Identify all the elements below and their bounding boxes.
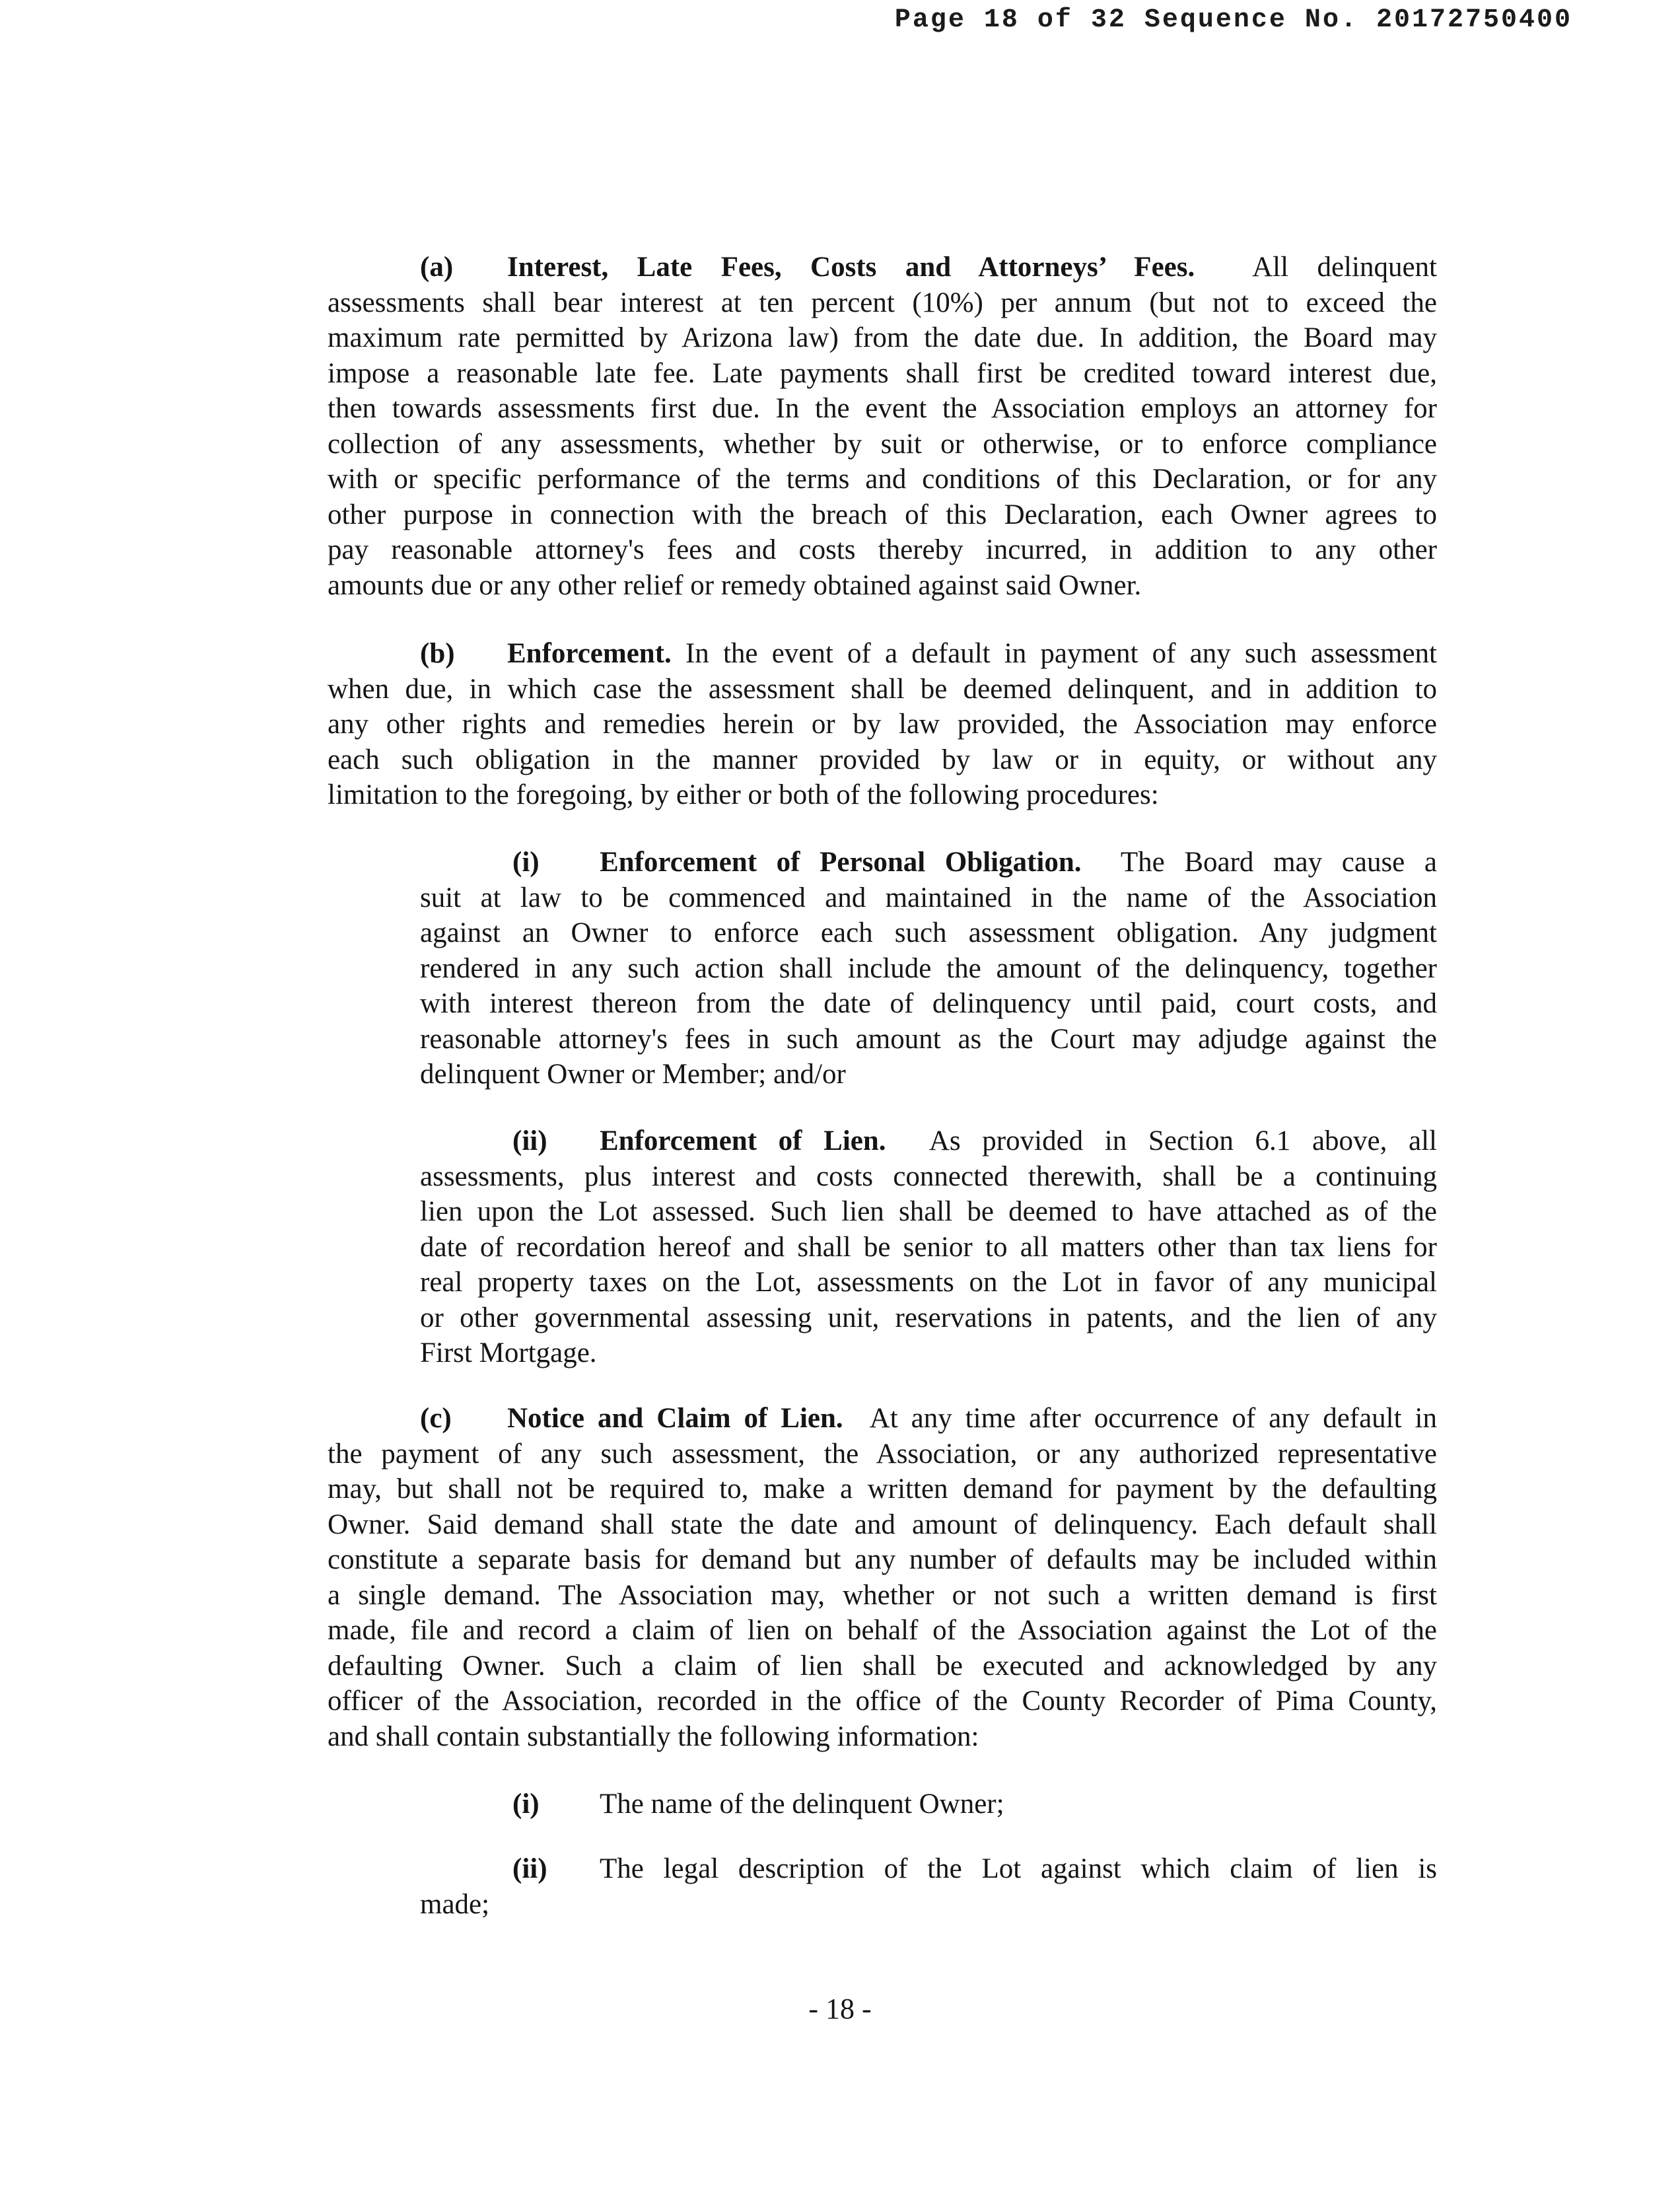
- section-c-ii: [420, 1851, 1437, 1922]
- section-c-line: officer of the Association, recorded in the office of the County Recorder of Pima County,: [328, 1685, 1437, 1717]
- section-c-i-first-line: [512, 1787, 1437, 1822]
- section-a-line: then towards assessments first due. In the event the Association employs an attorney for: [328, 393, 1437, 424]
- section-b-line: each such obligation in the manner provided by law or in equity, or without any: [328, 744, 1437, 775]
- section-b-line: In the event of a default in payment of any such assessment: [685, 638, 1437, 669]
- section-c-title: Notice and Claim of Lien.: [507, 1403, 843, 1434]
- section-b-i-line: rendered in any such action shall include the amount of the delinquency, together: [420, 952, 1437, 984]
- section-c-line: the payment of any such assessment, the Association, or any authorized representative: [328, 1438, 1437, 1470]
- section-c: [328, 1401, 1437, 1754]
- section-c-line: At any time after occurrence of any default in: [869, 1403, 1437, 1434]
- section-c-line: a single demand. The Association may, whether or not such a written demand is first: [328, 1579, 1437, 1611]
- section-b-line: when due, in which case the assessment shall be deemed delinquent, and in addition to: [328, 673, 1437, 705]
- section-c-line: and shall contain substantially the following information:: [328, 1720, 979, 1752]
- section-b-ii-line: As provided in Section 6.1 above, all: [928, 1125, 1438, 1156]
- section-c-i-label: (i): [512, 1789, 540, 1820]
- section-c-i-text: The name of the delinquent Owner;: [600, 1789, 1004, 1820]
- section-a-line: collection of any assessments, whether by suit or otherwise, or to enforce compliance: [328, 428, 1437, 460]
- section-c-line: constitute a separate basis for demand but any number of defaults may be included within: [328, 1544, 1437, 1575]
- section-b-label: (b): [420, 638, 455, 669]
- section-b-title: Enforcement.: [507, 638, 672, 669]
- section-b-ii-label: (ii): [512, 1125, 547, 1156]
- section-b-ii-line: or other governmental assessing unit, reservations in patents, and the lien of any: [420, 1302, 1437, 1333]
- section-b-i-line: suit at law to be commenced and maintained in the name of the Association: [420, 882, 1437, 913]
- section-b-i-line: reasonable attorney's fees in such amount as the Court may adjudge against the: [420, 1023, 1437, 1055]
- section-c-line: may, but shall not be required to, make a written demand for payment by the defaulting: [328, 1473, 1437, 1505]
- section-b-ii: [420, 1123, 1437, 1371]
- section-a-line: amounts due or any other relief or remedy obtained against said Owner.: [328, 569, 1142, 601]
- section-a-line: impose a reasonable late fee. Late payments shall first be credited toward interest due,: [328, 357, 1437, 389]
- section-b-i: [420, 845, 1437, 1092]
- section-a-line: All delinquent: [1252, 252, 1437, 283]
- section-c-first-line: [420, 1401, 1437, 1436]
- section-b-i-first-line: [512, 845, 1437, 880]
- section-b-i-title: Enforcement of Personal Obligation.: [600, 847, 1082, 878]
- section-a-line: maximum rate permitted by Arizona law) from the date due. In addition, the Board may: [328, 322, 1437, 353]
- section-c-line: Owner. Said demand shall state the date and amount of delinquency. Each default shall: [328, 1508, 1437, 1540]
- section-c-ii-text: The legal description of the Lot against which claim of lien is: [600, 1853, 1437, 1884]
- section-c-line: made, file and record a claim of lien on behalf of the Association against the Lot of the: [328, 1615, 1437, 1646]
- section-b-i-line: against an Owner to enforce each such assessment obligation. Any judgment: [420, 917, 1437, 948]
- section-c-ii-continuation: made;: [420, 1888, 490, 1920]
- section-a-label: (a): [420, 252, 454, 283]
- section-b-i-line: delinquent Owner or Member; and/or: [420, 1059, 846, 1090]
- section-b-first-line: [420, 636, 1437, 672]
- section-b-ii-line: lien upon the Lot assessed. Such lien shall be deemed to have attached as of the: [420, 1196, 1437, 1227]
- section-b-ii-line: First Mortgage.: [420, 1337, 597, 1368]
- section-b-ii-title: Enforcement of Lien.: [600, 1125, 886, 1156]
- section-b-ii-line: assessments, plus interest and costs connected therewith, shall be a continuing: [420, 1160, 1437, 1192]
- page-number-footer: - 18 -: [808, 1993, 872, 2025]
- section-b-ii-line: date of recordation hereof and shall be senior to all matters other than tax liens for: [420, 1231, 1437, 1263]
- section-a-line: other purpose in connection with the breach of this Declaration, each Owner agrees to: [328, 499, 1437, 530]
- section-b-line: limitation to the foregoing, by either or both of the following procedures:: [328, 779, 1159, 810]
- section-a-line: assessments shall bear interest at ten percent (10%) per annum (but not to exceed the: [328, 287, 1437, 318]
- section-a-line: with or specific performance of the terms and conditions of this Declaration, or for any: [328, 464, 1437, 495]
- section-c-line: defaulting Owner. Such a claim of lien shall be executed and acknowledged by any: [328, 1650, 1437, 1682]
- section-a-first-line: [420, 250, 1437, 285]
- page-header: Page 18 of 32 Sequence No. 20172750400: [894, 5, 1572, 35]
- section-b-i-label: (i): [512, 847, 540, 878]
- section-c-ii-label: (ii): [512, 1853, 547, 1884]
- section-c-i: [420, 1787, 1437, 1822]
- section-c-ii-first-line: [512, 1851, 1437, 1887]
- section-b-i-line: with interest thereon from the date of delinquency until paid, court costs, and: [420, 988, 1437, 1019]
- section-a: [328, 250, 1437, 603]
- section-a-line: pay reasonable attorney's fees and costs thereby incurred, in addition to any other: [328, 534, 1437, 565]
- section-a-title: Interest, Late Fees, Costs and Attorneys’ Fees.: [507, 252, 1195, 283]
- section-b-line: any other rights and remedies herein or by law provided, the Association may enforce: [328, 709, 1437, 740]
- section-b-ii-first-line: [512, 1123, 1437, 1159]
- section-b: [328, 636, 1437, 813]
- section-c-label: (c): [420, 1403, 452, 1434]
- section-b-i-line: The Board may cause a: [1120, 847, 1437, 878]
- section-b-ii-line: real property taxes on the Lot, assessments on the Lot in favor of any municipal: [420, 1267, 1437, 1298]
